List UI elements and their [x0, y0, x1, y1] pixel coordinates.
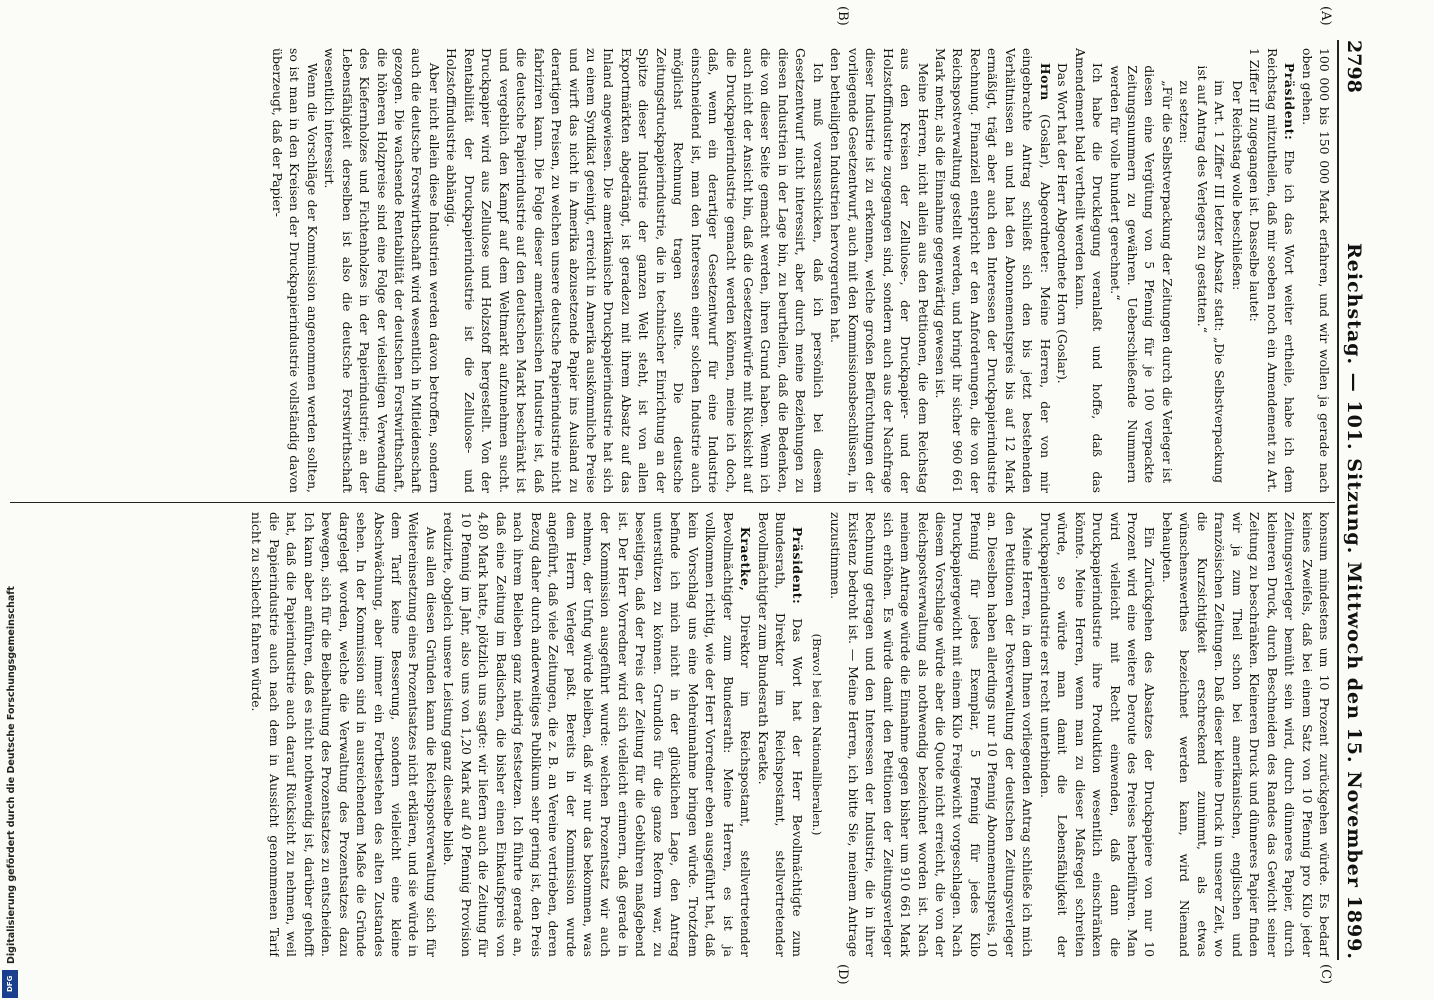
paragraph: Ich muß vorausschicken, daß ich persönlich bei diesem Gesetzentwurf nicht interessirt, aber durch meine Beziehungen zu diesen Industrien in der Lage bin, zu beurtheilen, daß die Bedenken, die von dieser Seite gemacht werden, ihren Grund haben. Wenn ich auch nicht der Ansicht bin, daß die Gesetzentwürfe mit Rücksicht auf die Druckpapierindustrie gemacht werden können, meine ich doch, daß, wenn ein derartiger Gesetzentwurf für eine Industrie einschneidend ist, man den Interessen einer solchen Industrie auch möglichst Rechnung tragen sollte. Die deutsche Zeitungsdruckpapierindustrie, die in technischer Einrichtung an der Spitze dieser Industrie der ganzen Welt steht, ist von allen Exportmärkten abgedrängt, ist geradezu mit ihrem Absatz auf das Inland angewiesen. Die amerikanische Druckpapierindustrie hat sich zu einem Syndikat geeinigt, erreicht in Amerika auskömmliche Preise und wirft das nicht in Amerika abzusetzende Papier ins Ausland zu derartigen Preisen, zu welchen unsere deutsche Papierindustrie nicht fabriziren kann. Die Folge dieser amerikanischen Industrie ist, daß die deutsche Papierindustrie auf den deutschen Markt beschränkt ist und vergeblich den Kampf auf dem Weltmarkt aufzunehmen sucht. Druckpapier wird aus Zellulose und Holzstoff hergestellt. Von der Rentabilität der Druckpapierindustrie ist die Zellulose- und Holzstoffindustrie abhängig. — [444, 48, 826, 493]
margin-letter-a: (A) — [1318, 6, 1333, 26]
left-column — [10, 48, 1333, 493]
paragraph: Meine Herren, in dem Ihnen vorliegenden Antrag schließe ich mich den Petitionen der Postverwaltung der deutschen Zeitungsverleger an. Dieselben haben allerdings nur 10 Pfennig Abonnementspreis, 10 Pfennig für jedes Exemplar, 5 Pfennig für jedes Kilo Druckpapiergewicht mit einem Kilo Freigewicht vorgeschlagen. Nach diesem Vorschlage würde aber die Quote nicht erreicht, die von der Reichspostverwaltung als nothwendig bezeichnet worden ist. Nach meinem Antrage würde die Einnahme gegen bisher um 910 661 Mark sich erhöhen. Es würde damit den Petitionen der Zeitungsverleger Rechnung getragen und den Interessen der Industrie, die in ihrer Existenz bedroht ist. — Meine Herren, ich bitte Sie, meinem Antrage zuzustimmen. — [828, 512, 1036, 957]
speaker-name: Kraetke, — [738, 526, 754, 592]
paragraph: konsum mindestens um 10 Prozent zurückgehen würde. Es bedarf keines Zweifels, daß bei einem Satz von 10 Pfennig pro Kilo jeder Zeitungsverleger bemüht sein wird, durch dünneres Papier, durch kleineren Druck, durch Beschneiden des Randes das Gewicht seiner Zeitung zu beschränken. Kleineren Druck und dünneres Papier finden wir ja zum Theil schon bei amerikanischen, englischen und französischen Zeitungen. Daß dieser kleine Druck in unserer Zeit, wo die Kurzsichtigkeit erschreckend zunimmt, als etwas wünschenswerthes bezeichnet werden kann, wird Niemand behaupten. — [1159, 512, 1332, 957]
paragraph — [754, 512, 806, 957]
paragraph: Das Wort hat der Herr Abgeordnete Horn (Goslar). — [1055, 62, 1071, 384]
right-column — [10, 512, 1333, 957]
interjection: (Bravo! bei den Nationalliberalen.) — [809, 633, 824, 836]
paragraph: Aus allen diesen Gründen kann die Reichspostverwaltung sich für Weitereinsetzung eines Prozentsatzes nicht erklären, und sie würde in dem Tarif keine Besserung, sondern vielleicht eine kleine Abschwächung, aber immer ein Fortbestehen des alten Zustandes sehen. In der Kommission sind in ausreichendem Maße die Gründe dargelegt worden, welche die Verwaltung des Prozentsatzes dazu bewegen, sich für die Beibehaltung des Prozentsatzes zu entscheiden. Ich kann aber anführen, daß es nicht nothwendig ist, darüber gehofft hat, daß die Papierindustrie auch darauf Rücksicht zu nehmen, weil die Papierindustrie auch nach dem in Aussicht genommenen Tarif nicht zu schlecht fahren würde. — [249, 512, 439, 957]
paragraph — [1246, 48, 1298, 493]
paragraph — [440, 512, 754, 957]
page-header — [1337, 40, 1377, 960]
column-divider — [10, 502, 1335, 503]
paragraph: Meine Herren, nicht allein aus den Petitionen, die dem Reichstag aus den Kreisen der Zellulose-, der Druckpapier- und der Holzstoffindustrie zugegangen sind, sondern auch aus der Nachfrage dieser Industrie ist zu erkennen, welche großen Befürchtungen der vorliegende Gesetzentwurf, auch mit den Kommissionsbeschlüssen, in den betheiligten Industrien hervorgerufen hat. — [828, 48, 931, 493]
margin-letter-d: (D) — [835, 964, 850, 985]
paragraph-text: Direktor im Reichspostamt, stellvertretender Bevollmächtigter zum Bundesrath: Meine Herren, es ist ja vollkommen richtig, wie der Herr Vorredner eben ausgeführt hat, daß kein Vorschlag uns eine Mehreinnahme bringen würde. Trotzdem befinde ich mich nicht in der glücklichen Lage, den Antrag unterstützen zu können. Grundlos für die ganze Reform war, zu beseitigen, daß der Preis der Zeitung für die Gebühren maßgebend ist. Der Herr Vorredner wird sich vielleicht erinnern, daß gerade in der Kommission ausgeführt wurde: welchen Prozentsatz wir auch nehmen, der Unfug würde bleiben, daß wir nur das bekommen, was dem Herrn Verleger paßt. Bereits in der Kommission wurde angeführt, daß viele Zeitungen, die z. B. an Vereine vertrieben, deren Bezug daher durch anderweitiges Publikum sehr gering ist, den Preis nach ihrem Belieben ganz niedrig festsetzen. Ich führte gerade an, daß eine Zeitung im Badischen, die bisher einen Einkaufspreis von 4,80 Mark hatte, plötzlich uns sagte: wir liefern auch die Zeitung für 10 Pfennig im Jahr, also uns von 1,20 Mark auf 40 Pfennig Provision reduzirte, obgleich unsere Leistung ganz dieselbe blieb. — [441, 512, 754, 957]
dfg-logo-icon: DFG — [2, 970, 18, 998]
margin-letter-c: (C) — [1318, 964, 1333, 985]
paragraph-text: Das Wort hat der Herr Bevollmächtigte zum Bundesrath, Direktor im Reichspostamt, stellvertretender Bevollmächtigter zum Bundesrath Kraetke. — [755, 512, 806, 957]
paragraph: Ich habe die Drucklegung veranlaßt und hoffe, daß das Amendement bald vertheilt werden kann. — [1072, 48, 1106, 493]
margin-letter-b: (B) — [835, 6, 850, 26]
quote-paragraph: im Art. 1 Ziffer III letzter Absatz statt: „Die Selbstverpackung ist auf Antrag des Verlegers zu gestatten.“ — [1194, 65, 1228, 484]
paragraph: Aber nicht allein diese Industrien werden davon betroffen, sondern auch die deutsche Forstwirthschaft wird wesentlich in Mitleidenschaft gezogen. Die wachsende Rentabilität der deutschen Forstwirthschaft, die höheren Holzpreise sind eine Folge der vielseitigen Verwendung des Kiefernholzes und Fichtenholzes in der Papierindustrie; an der Lebensfähigkeit derselben ist also die deutsche Forstwirthschaft wesentlich interessirt. — [322, 48, 442, 493]
paragraph: Wenn die Vorschläge der Kommission angenommen werden sollten, so ist man in den Kreisen der Druckpapierindustrie vollständig davon überzeugt, daß der Papier- — [269, 48, 320, 493]
running-title: Reichstag. — 101. Sitzung. Mittwoch den 15. November 1899. — [1343, 243, 1365, 960]
digitization-note — [6, 4, 20, 964]
paragraph: 100 000 bis 150 000 Mark erfahren, und wir wollen ja gerade nach oben gehen. — [1299, 48, 1332, 493]
page-number: 2798 — [1343, 40, 1365, 93]
speaker-name: Präsident: — [790, 526, 806, 605]
paragraph-text: (Goslar), Abgeordneter: Meine Herren, der von mir eingebrachte Antrag schließt sich den bis jetzt bestehenden Verhältnissen an und hat den Abonnementspreis bis auf 12 Mark ermäßigt, trägt aber auch den Interessen der Druckpapierindustrie Rechnung. Finanziell entspricht er den Anforderungen, die von der Reichspostverwaltung gestellt werden, und bringt ihr sicher 960 661 Mark mehr, als die Einnahme gegenwärtig gewesen ist. — [933, 48, 1053, 493]
digitization-note-text: Digitalisierung gefördert durch die Deutsche Forschungsgemeinschaft — [6, 586, 17, 964]
speaker-name: Horn — [1037, 62, 1053, 101]
paragraph-text: Ehe ich das Wort weiter ertheile, habe ich dem Reichstag mitzutheilen, daß mir soeben noch ein Amendement zu Art. 1 Ziffer III zugegangen ist. Dasselbe lautet: — [1247, 48, 1298, 493]
quote-paragraph: „Für die Selbstverpackung der Zeitungen durch die Verleger ist diesen eine Vergütung von 5 Pfennig für je 100 verpackte Zeitungsnummern zu gewähren. Ueberschießende Nummern werden für volle hundert gerechnet.“ — [1107, 65, 1175, 484]
quote-paragraph: zu setzen: — [1177, 80, 1193, 144]
quote-paragraph: Der Reichstag wolle beschließen: — [1229, 80, 1245, 291]
speaker-name: Präsident: — [1282, 62, 1298, 141]
paragraph: Ein Zurückgehen des Absatzes der Druckpapiere von nur 10 Prozent wird eine weitere Deroute des Preises herbeiführen. Man wird vielleicht mit Recht einwenden, daß dann die Druckpapierindustrie ihre Produktion wesentlich einschränken könnte. Meine Herren, wenn man zu dieser Maßregel schreiten würde, so würde man damit die Lebensfähigkeit der Druckpapierindustrie erst recht unterbinden. — [1037, 512, 1158, 957]
paragraph — [932, 48, 1054, 493]
